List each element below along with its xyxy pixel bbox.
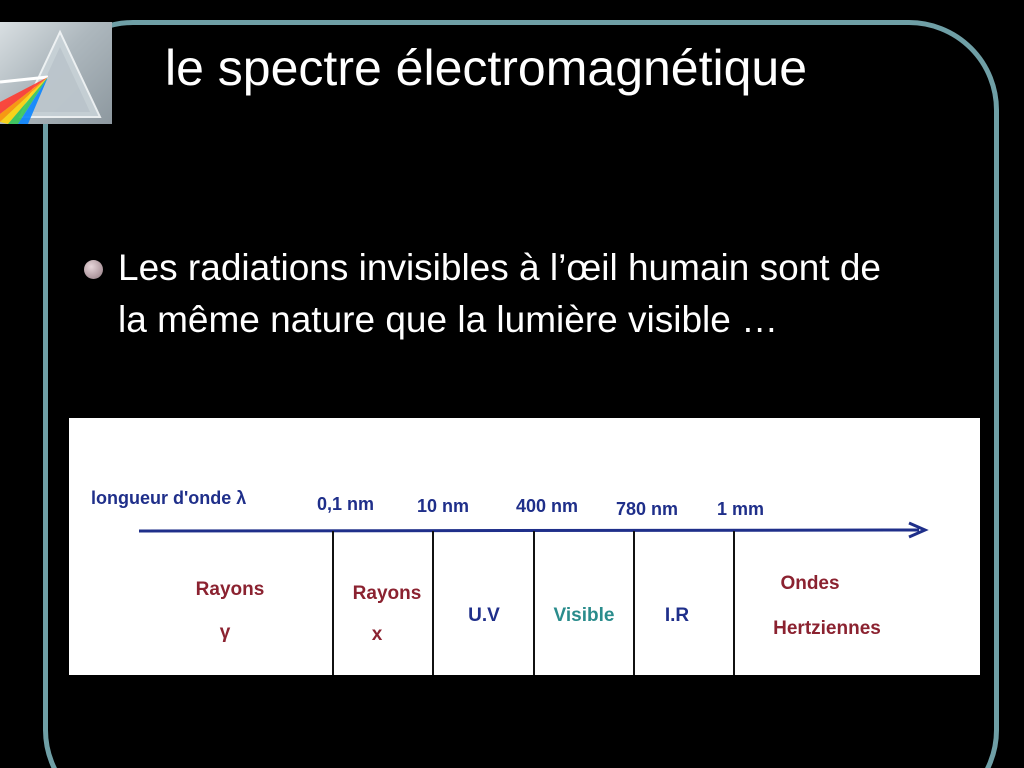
tick-label-2: 10 nm (417, 496, 470, 516)
prism-logo (0, 22, 112, 124)
tick-label-3: 400 nm (516, 496, 579, 516)
wavelength-axis (139, 530, 919, 531)
band-visible-label: Visible (553, 605, 615, 626)
band-ir-label: I.R (664, 605, 690, 626)
slide-title: le spectre électromagnétique (165, 40, 808, 96)
tick-label-4: 780 nm (616, 499, 679, 519)
band-xray-symbol: x (371, 624, 383, 645)
tick-label-1: 0,1 nm (317, 494, 375, 514)
band-radio-label-2: Hertziennes (773, 618, 881, 639)
band-radio-label: Ondes (780, 573, 840, 594)
band-gamma-symbol: γ (219, 622, 231, 643)
bullet-icon (84, 260, 103, 279)
tick-label-5: 1 mm (717, 499, 765, 519)
spectrum-diagram (69, 418, 980, 675)
band-xray-label: Rayons (352, 583, 422, 604)
axis-label: longueur d'onde λ (91, 488, 247, 508)
bullet-text: Les radiations invisibles à l’œil humain sont de la même nature que la lumière visible … (118, 247, 881, 340)
band-gamma-label: Rayons (195, 579, 265, 600)
bullet-item (84, 242, 914, 346)
band-uv-label: U.V (468, 605, 500, 626)
